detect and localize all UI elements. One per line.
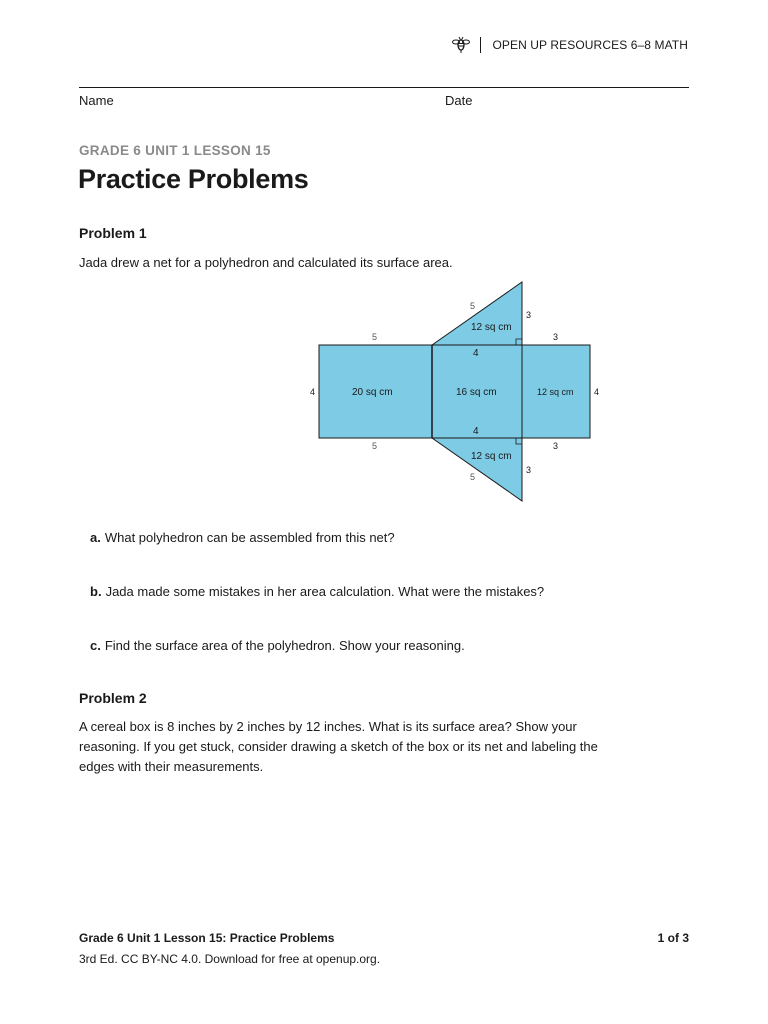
name-label: Name <box>79 93 114 108</box>
right-rect-bottom-label: 3 <box>553 441 559 451</box>
question-b <box>90 584 544 599</box>
name-date-rule <box>79 87 689 88</box>
question-b-letter: b. <box>90 584 102 599</box>
left-rect-top-label: 5 <box>372 332 378 342</box>
problem-1-text: Jada drew a net for a polyhedron and calculated its surface area. <box>79 255 453 270</box>
header-divider <box>480 37 481 53</box>
left-rect-area-label: 20 sq cm <box>352 387 393 398</box>
net-bottom-triangle <box>432 438 522 501</box>
page-header <box>450 34 688 56</box>
right-rect-right-label: 4 <box>594 387 600 397</box>
polyhedron-net-diagram <box>300 278 610 504</box>
center-rect-area-label: 16 sq cm <box>456 387 497 398</box>
left-rect-bottom-label: 5 <box>372 441 378 451</box>
footer-title: Grade 6 Unit 1 Lesson 15: Practice Problems <box>79 931 335 945</box>
top-triangle-side-label: 5 <box>470 301 476 311</box>
bottom-triangle-side-label: 5 <box>470 472 476 482</box>
question-a <box>90 530 395 545</box>
net-top-triangle <box>432 282 522 345</box>
footer-page-number: 1 of 3 <box>657 931 689 945</box>
problem-2-heading: Problem 2 <box>79 690 147 706</box>
question-b-text: Jada made some mistakes in her area calculation. What were the mistakes? <box>105 584 545 599</box>
question-c <box>90 638 465 653</box>
right-rect-top-label: 3 <box>553 332 559 342</box>
right-rect-area-label: 12 sq cm <box>537 387 574 397</box>
left-rect-left-label: 4 <box>310 387 316 397</box>
bottom-triangle-right-label: 3 <box>526 465 532 475</box>
header-title: OPEN UP RESOURCES 6–8 MATH <box>492 38 688 52</box>
page-title: Practice Problems <box>78 164 309 194</box>
problem-2-text: A cereal box is 8 inches by 2 inches by 12 inches. What is its surface area? Show your reasoning. If you get stuck, consider drawing a sketch of the box or its net and labeling the edges with their measurements. <box>79 719 598 774</box>
bottom-triangle-area-label: 12 sq cm <box>471 451 512 462</box>
top-triangle-area-label: 12 sq cm <box>471 322 512 333</box>
problem-1-heading: Problem 1 <box>79 225 147 241</box>
top-triangle-base-label: 4 <box>473 348 479 359</box>
question-c-letter: c. <box>90 638 101 653</box>
lesson-label: GRADE 6 UNIT 1 LESSON 15 <box>79 143 271 158</box>
top-triangle-right-label: 3 <box>526 310 532 320</box>
bee-logo-icon <box>450 34 472 56</box>
footer-license: 3rd Ed. CC BY-NC 4.0. Download for free at openup.org. <box>79 952 381 966</box>
date-label: Date <box>445 93 473 108</box>
question-a-text: What polyhedron can be assembled from this net? <box>104 530 395 545</box>
bottom-triangle-top-label: 4 <box>473 426 479 437</box>
question-a-letter: a. <box>90 530 101 545</box>
question-c-text: Find the surface area of the polyhedron. Show your reasoning. <box>104 638 465 653</box>
